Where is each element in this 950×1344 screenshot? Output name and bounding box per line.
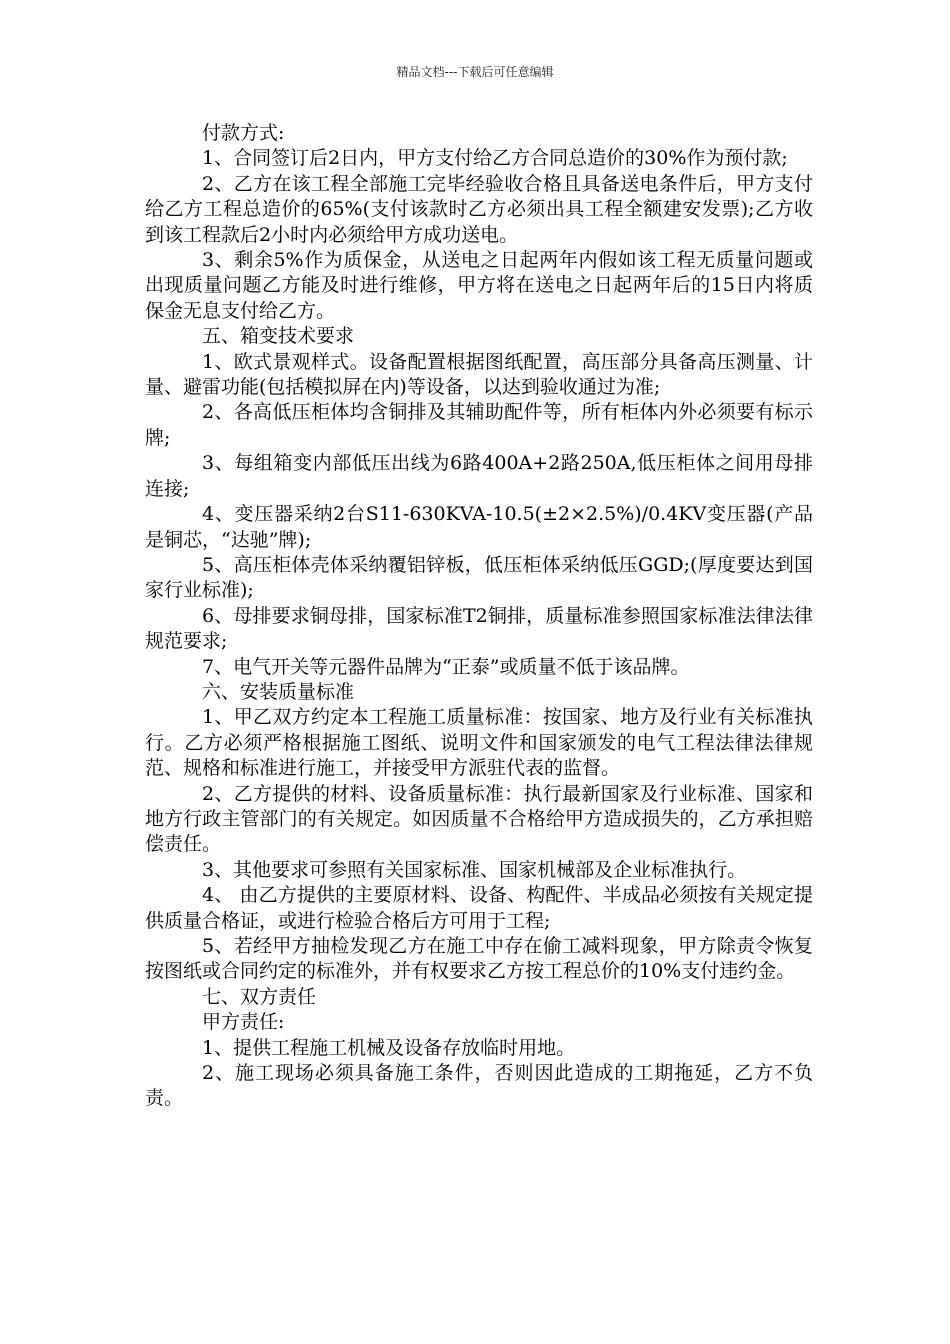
paragraph-payment-3: 3、剩余5%作为质保金，从送电之日起两年内假如该工程无质量问题或出现质量问题乙方能及时进行维修，甲方将在送电之日起两年后的15日内将质保金无息支付给乙方。 bbox=[145, 249, 813, 322]
paragraph-quality-4: 4、 由乙方提供的主要原材料、设备、构配件、半成品必须按有关规定提供质量合格证，或进行检验合格后方可用于工程; bbox=[145, 884, 813, 932]
paragraph-tech-5: 5、高压柜体壳体采纳覆铝锌板，低压柜体采纳低压GGD;(厚度要达到国家行业标准); bbox=[145, 553, 813, 602]
paragraph-party-a-1: 1、提供工程施工机械及设备存放临时用地。 bbox=[202, 1036, 576, 1059]
paragraph-tech-2: 2、各高低压柜体均含铜排及其辅助配件等，所有柜体内外必须要有标示牌; bbox=[145, 401, 813, 449]
paragraph-quality-3: 3、其他要求可参照有关国家标准、国家机械部及企业标准执行。 bbox=[202, 858, 747, 881]
party-a-responsibility-heading: 甲方责任: bbox=[202, 1011, 285, 1034]
paragraph-payment-2: 2、乙方在该工程全部施工完毕经验收合格且具备送电条件后，甲方支付给乙方工程总造价的65%(支付该款时乙方必须出具工程全额建安发票);乙方收到该工程款后2小时内必须给甲方成功送电。 bbox=[145, 172, 813, 246]
paragraph-party-a-2: 2、施工现场必须具备施工条件，否则因此造成的工期拖延，乙方不负责。 bbox=[145, 1062, 813, 1110]
paragraph-tech-4: 4、变压器采纳2台S11-630KVA-10.5(±2×2.5%)/0.4KV变压器(产品是铜芯，“达驰”牌); bbox=[145, 503, 813, 551]
page-header: 精品文档---下载后可任意编辑 bbox=[396, 65, 554, 79]
paragraph-payment-1: 1、合同签订后2日内，甲方支付给乙方合同总造价的30%作为预付款; bbox=[202, 147, 788, 170]
section-heading-5: 五、箱变技术要求 bbox=[202, 325, 355, 348]
paragraph-tech-1: 1、欧式景观样式。设备配置根据图纸配置，高压部分具备高压测量、计量、避雷功能(包括模拟屏在内)等设备，以达到验收通过为准; bbox=[145, 350, 813, 399]
paragraph-payment-method-heading: 付款方式: bbox=[202, 122, 285, 144]
document-body bbox=[145, 121, 813, 1112]
section-heading-7: 七、双方责任 bbox=[202, 985, 317, 1008]
paragraph-tech-3: 3、每组箱变内部低压出线为6路400A+2路250A,低压柜体之间用母排连接; bbox=[145, 452, 813, 500]
section-heading-6: 六、安装质量标准 bbox=[202, 680, 355, 703]
paragraph-quality-2: 2、乙方提供的材料、设备质量标准：执行最新国家及行业标准、国家和地方行政主管部门的有关规定。如因质量不合格给甲方造成损失的，乙方承担赔偿责任。 bbox=[145, 782, 813, 856]
paragraph-quality-1: 1、甲乙双方约定本工程施工质量标准：按国家、地方及行业有关标准执行。乙方必须严格根据施工图纸、说明文件和国家颁发的电气工程法律法律规范、规格和标准进行施工，并接受甲方派驻代表的监督。 bbox=[145, 706, 813, 780]
paragraph-tech-7: 7、电气开关等元器件品牌为“正泰”或质量不低于该品牌。 bbox=[202, 655, 690, 678]
paragraph-tech-6: 6、母排要求铜母排，国家标准T2铜排，质量标准参照国家标准法律法律规范要求; bbox=[145, 604, 813, 653]
paragraph-quality-5: 5、若经甲方抽检发现乙方在施工中存在偷工减料现象，甲方除责令恢复按图纸或合同约定的标准外，并有权要求乙方按工程总价的10%支付违约金。 bbox=[145, 935, 813, 983]
